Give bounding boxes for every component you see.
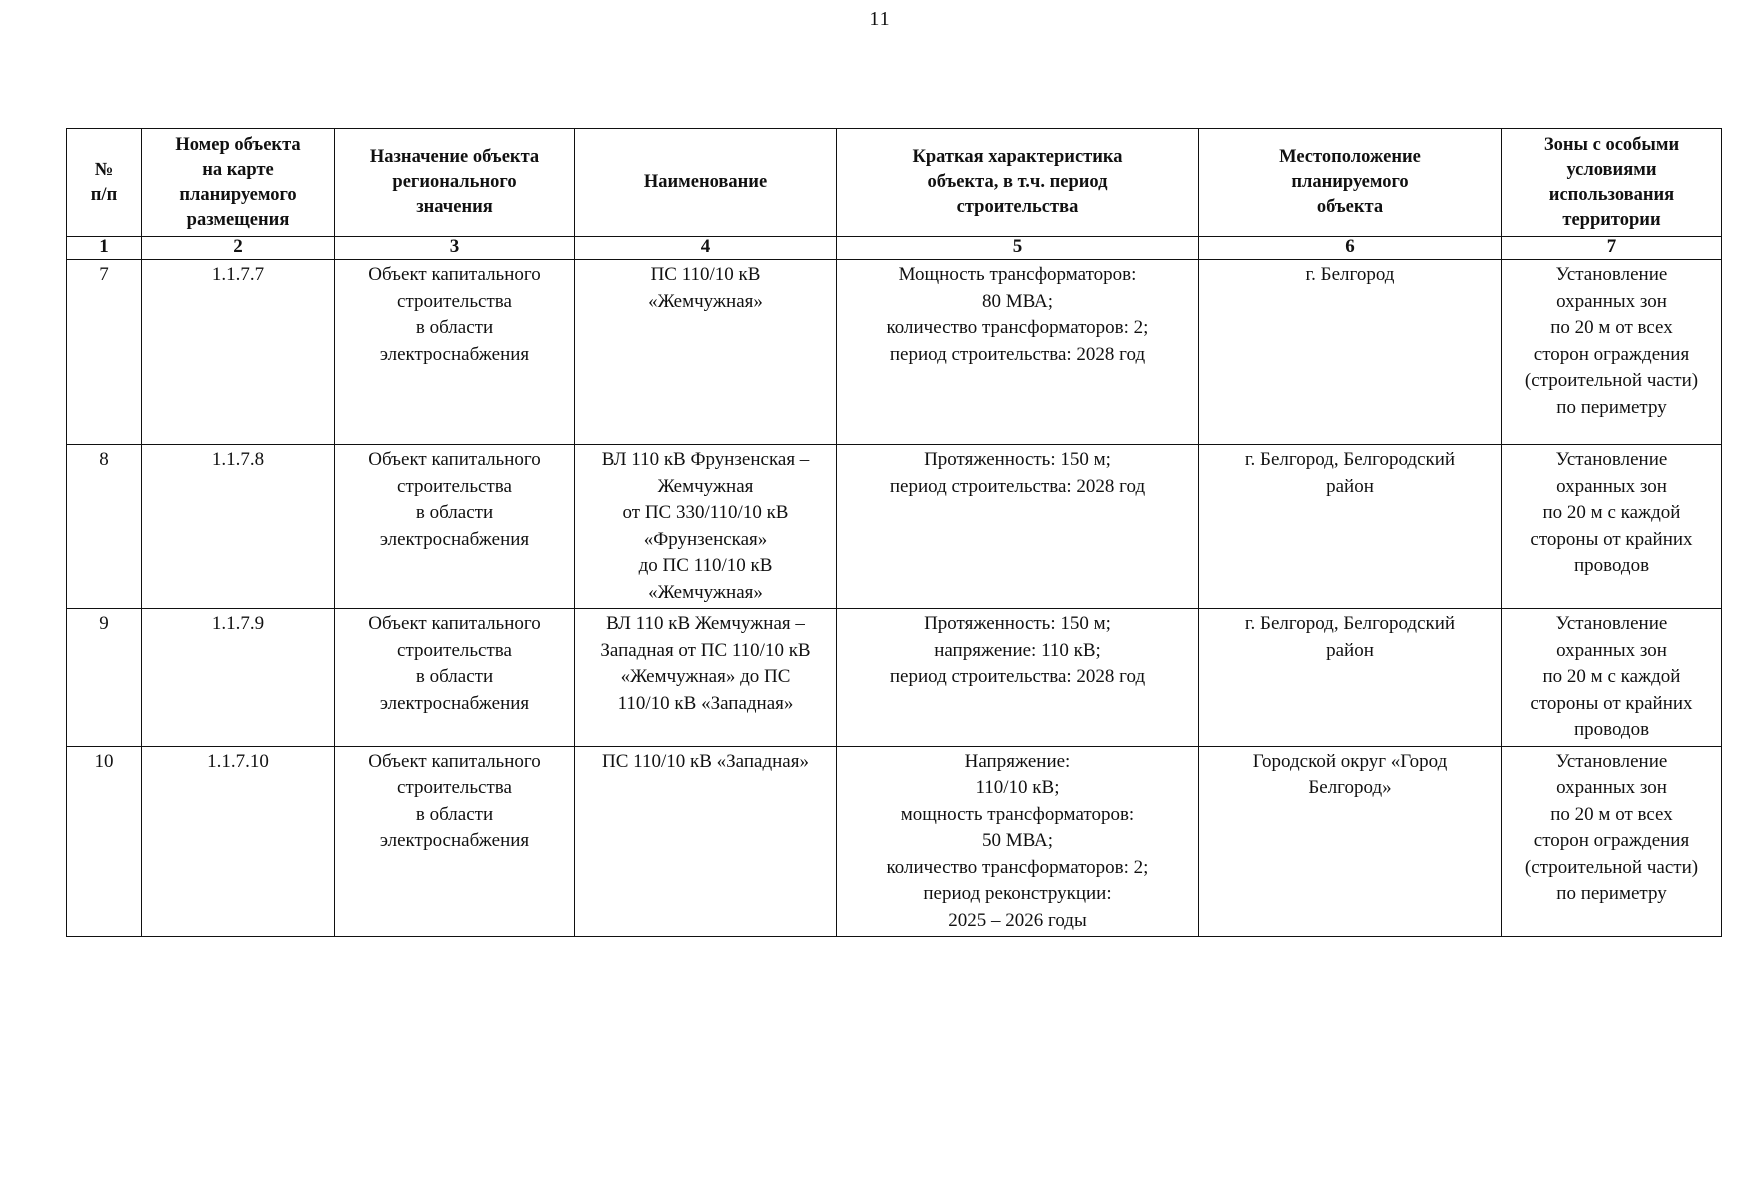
cell-special-zones: Установление охранных зон по 20 м от всех сторон ограждения (строительной части) по периметру [1502,260,1722,445]
table-row [67,260,1722,445]
cell-map-object-number: 1.1.7.10 [142,746,335,937]
page-number: 11 [869,8,891,30]
cell-object-purpose: Объект капитального строительства в области электроснабжения [335,746,575,937]
cell-location: г. Белгород, Белгородский район [1199,609,1502,747]
header-short-description: Краткая характеристика объекта, в т.ч. период строительства [837,129,1199,237]
header-location: Местоположение планируемого объекта [1199,129,1502,237]
cell-special-zones: Установление охранных зон по 20 м с каждой стороны от крайних проводов [1502,609,1722,747]
header-row-number: № п/п [67,129,142,237]
cell-map-object-number: 1.1.7.9 [142,609,335,747]
cell-row-number: 8 [67,445,142,609]
column-number: 4 [575,237,837,260]
header-map-object-number: Номер объекта на карте планируемого размещения [142,129,335,237]
table-row [67,746,1722,937]
header-name: Наименование [575,129,837,237]
column-number: 3 [335,237,575,260]
cell-name: ПС 110/10 кВ «Западная» [575,746,837,937]
column-number: 2 [142,237,335,260]
cell-special-zones: Установление охранных зон по 20 м от всех сторон ограждения (строительной части) по периметру [1502,746,1722,937]
cell-location: Городской округ «Город Белгород» [1199,746,1502,937]
cell-name: ВЛ 110 кВ Фрунзенская – Жемчужная от ПС 330/110/10 кВ «Фрунзенская» до ПС 110/10 кВ «Жемчужная» [575,445,837,609]
header-object-purpose: Назначение объекта регионального значения [335,129,575,237]
column-numbers-row [67,237,1722,260]
cell-row-number: 7 [67,260,142,445]
column-number: 1 [67,237,142,260]
cell-object-purpose: Объект капитального строительства в области электроснабжения [335,445,575,609]
cell-short-description: Протяженность: 150 м; период строительства: 2028 год [837,445,1199,609]
cell-short-description: Напряжение: 110/10 кВ; мощность трансформаторов: 50 МВА; количество трансформаторов: 2; период реконструкции: 2025 – 2026 годы [837,746,1199,937]
cell-location: г. Белгород, Белгородский район [1199,445,1502,609]
cell-object-purpose: Объект капитального строительства в области электроснабжения [335,609,575,747]
cell-row-number: 10 [67,746,142,937]
cell-row-number: 9 [67,609,142,747]
cell-short-description: Протяженность: 150 м; напряжение: 110 кВ; период строительства: 2028 год [837,609,1199,747]
cell-name: ПС 110/10 кВ «Жемчужная» [575,260,837,445]
cell-map-object-number: 1.1.7.8 [142,445,335,609]
cell-special-zones: Установление охранных зон по 20 м с каждой стороны от крайних проводов [1502,445,1722,609]
cell-name: ВЛ 110 кВ Жемчужная – Западная от ПС 110/10 кВ «Жемчужная» до ПС 110/10 кВ «Западная» [575,609,837,747]
cell-short-description: Мощность трансформаторов: 80 МВА; количество трансформаторов: 2; период строительства: 2028 год [837,260,1199,445]
table-header-row [67,129,1722,237]
table-row [67,609,1722,747]
header-special-zones: Зоны с особыми условиями использования территории [1502,129,1722,237]
column-number: 5 [837,237,1199,260]
column-number: 7 [1502,237,1722,260]
planned-objects-table [66,128,1722,937]
column-number: 6 [1199,237,1502,260]
cell-object-purpose: Объект капитального строительства в области электроснабжения [335,260,575,445]
cell-location: г. Белгород [1199,260,1502,445]
table-row [67,445,1722,609]
cell-map-object-number: 1.1.7.7 [142,260,335,445]
